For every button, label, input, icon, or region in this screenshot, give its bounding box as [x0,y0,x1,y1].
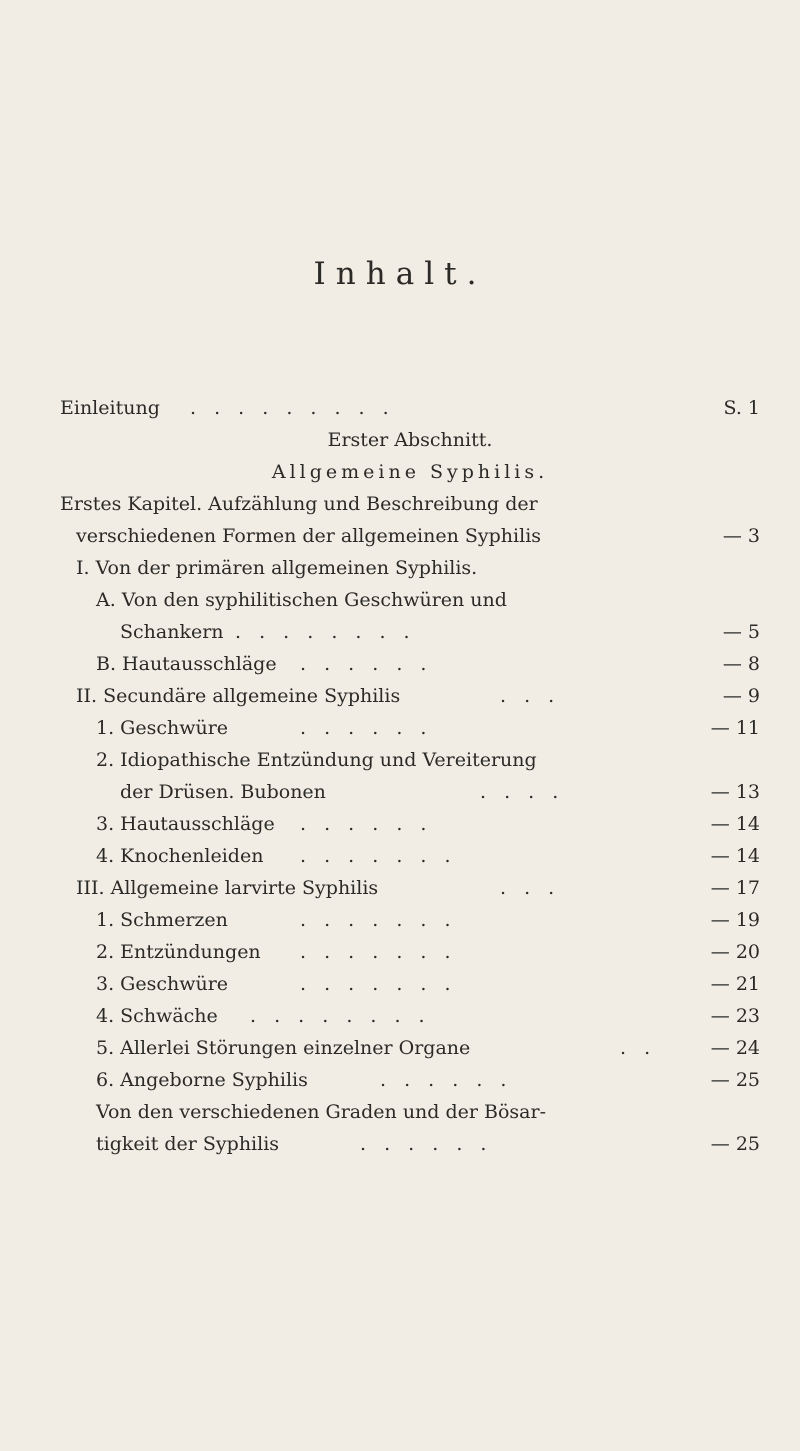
toc-entry-label: Erstes Kapitel. Aufzählung und Beschreibung der [60,493,538,515]
toc-entry-label: I. Von der primären allgemeinen Syphilis. [76,557,478,579]
toc-entry-page: — 20 [710,941,760,963]
toc-entry-chapter-1-cont [60,520,760,552]
toc-entry [60,968,760,1000]
toc-entry [60,744,760,776]
toc-entry [60,680,760,712]
toc-entry-page: — 21 [710,973,760,995]
toc-entry-page: — 23 [710,1005,760,1027]
toc-leader-dots: . . . . . . . [300,941,457,963]
toc-entry-page: — 24 [710,1037,760,1059]
toc-entry-label: 3. Hautausschläge [96,813,275,835]
toc-entry-page: — 14 [710,813,760,835]
section-subheading: Allgemeine Syphilis. [271,461,549,483]
toc-entry-label: tigkeit der Syphilis [96,1133,280,1155]
toc-entry-page: — 8 [722,653,760,675]
toc-entry [60,1096,760,1128]
toc-entry-label: 1. Geschwüre [96,717,229,739]
toc-entry [60,840,760,872]
page-title: Inhalt. [313,256,487,292]
section-heading: Erster Abschnitt. [327,429,493,451]
toc-entry-label: 4. Knochenleiden [96,845,264,867]
toc-entry-label: 3. Geschwüre [96,973,229,995]
toc-leader-dots: . . . . . . . [300,845,457,867]
toc-entry-label: Einleitung [60,397,160,419]
toc-entry-page: S. 1 [723,397,760,419]
toc-leader-dots: . . [620,1037,657,1059]
toc-leader-dots: . . . . . . [360,1133,493,1155]
toc-leader-dots: . . . . [480,781,565,803]
toc-leader-dots: . . . . . . . . [250,1005,431,1027]
toc-entry-label: 5. Allerlei Störungen einzelner Organe [96,1037,471,1059]
toc-entry-page: — 19 [710,909,760,931]
toc-entry [60,616,760,648]
toc-entry-label: 1. Schmerzen [96,909,228,931]
toc-leader-dots: . . . . . . . [300,909,457,931]
toc-leader-dots: . . . [500,877,561,899]
toc-entry [60,552,760,584]
toc-entry-label: 6. Angeborne Syphilis [96,1069,308,1091]
toc-entry-chapter-1 [60,488,760,520]
toc-entry-label: II. Secundäre allgemeine Syphilis [76,685,401,707]
toc-entry [60,808,760,840]
toc-entry [60,936,760,968]
toc-entry-page: — 3 [722,525,760,547]
toc-entry [60,872,760,904]
toc-entry-label: verschiedenen Formen der allgemeinen Syphilis [76,525,542,547]
toc-leader-dots: . . . [500,685,561,707]
toc-leader-dots: . . . . . . . . . [190,397,395,419]
toc-leader-dots: . . . . . . . . [235,621,416,643]
toc-entry-page: — 14 [710,845,760,867]
table-of-contents [60,392,760,1160]
toc-entry [60,1032,760,1064]
toc-entry-label: A. Von den syphilitischen Geschwüren und [96,589,507,611]
toc-leader-dots: . . . . . . [380,1069,513,1091]
toc-entry-label: Schankern [120,621,224,643]
toc-entry [60,584,760,616]
toc-entry-label: Von den verschiedenen Graden und der Bösar- [96,1101,547,1123]
toc-entry-page: — 11 [710,717,760,739]
toc-entry-page: — 25 [710,1069,760,1091]
toc-leader-dots: . . . . . . [300,813,433,835]
toc-entry [60,776,760,808]
toc-entry-label: 2. Entzündungen [96,941,261,963]
toc-entry-page: — 13 [710,781,760,803]
toc-entry-label: 4. Schwäche [96,1005,218,1027]
toc-entry-page: — 9 [722,685,760,707]
toc-leader-dots: . . . . . . [300,717,433,739]
toc-entry [60,712,760,744]
toc-entry [60,1128,760,1160]
toc-entry-page: — 25 [710,1133,760,1155]
toc-leader-dots: . . . . . . [300,653,433,675]
toc-entry [60,1064,760,1096]
toc-entry-page: — 17 [710,877,760,899]
toc-entry [60,904,760,936]
toc-entry-introduction [60,392,760,424]
toc-entry-label: B. Hautausschläge [96,653,277,675]
toc-entry-label: der Drüsen. Bubonen [120,781,326,803]
toc-entry-page: — 5 [722,621,760,643]
toc-entry [60,648,760,680]
toc-entry-label: III. Allgemeine larvirte Syphilis [76,877,379,899]
toc-entry-label: 2. Idiopathische Entzündung und Vereiterung [96,749,537,771]
toc-leader-dots: . . . . . . . [300,973,457,995]
toc-entry [60,1000,760,1032]
